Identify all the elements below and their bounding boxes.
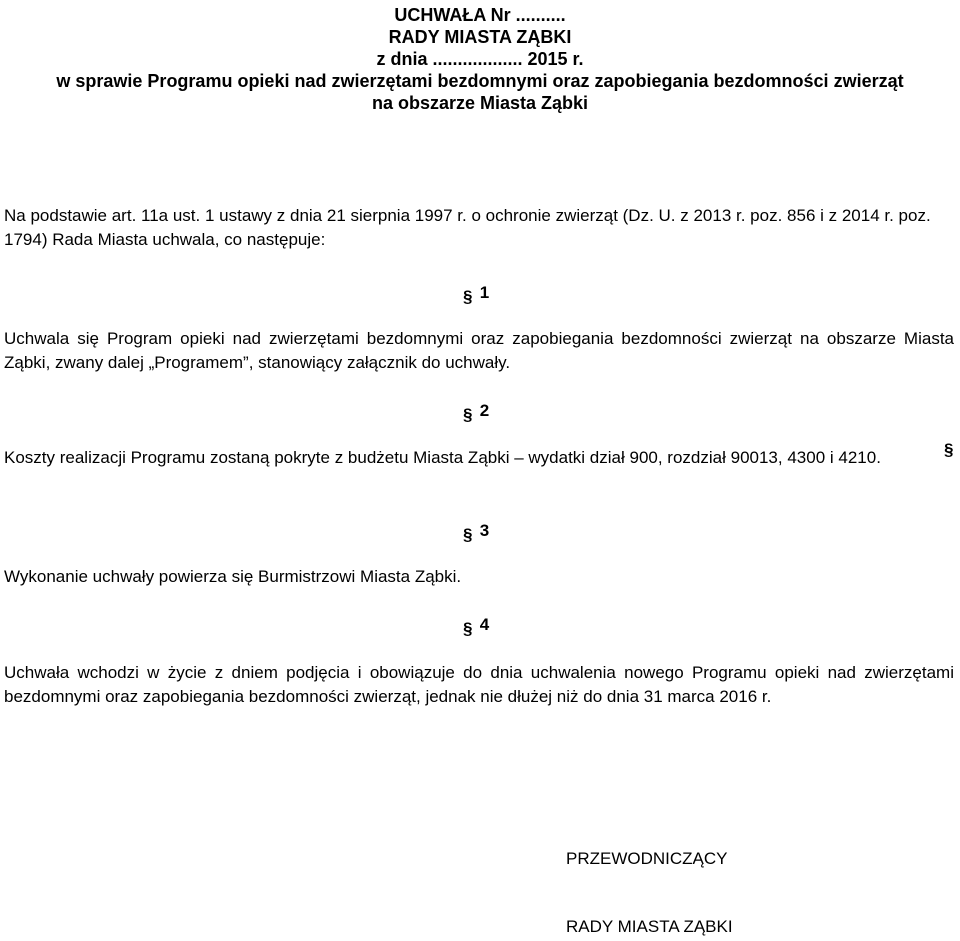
resolution-subject: w sprawie Programu opieki nad zwierzętami bezdomnymi oraz zapobiegania bezdomności zwierząt <box>56 71 904 91</box>
section-heading-2 <box>463 400 489 422</box>
section-heading-3 <box>463 520 489 542</box>
resolution-number: UCHWAŁA Nr .......... <box>394 5 566 25</box>
section-number: 1 <box>479 283 490 302</box>
section-sign-icon: § <box>463 287 473 306</box>
section-heading-4 <box>463 614 489 636</box>
section-text-2: Koszty realizacji Programu zostaną pokryte z budżetu Miasta Ząbki – wydatki dział 900, rozdział 90013, 4300 i 4210. <box>4 448 881 467</box>
section-number: 4 <box>479 615 490 634</box>
section-sign-icon: § <box>463 525 473 544</box>
margin-section-sign-icon: § <box>944 440 954 459</box>
section-text-3: Wykonanie uchwały powierza się Burmistrzowi Miasta Ząbki. <box>4 567 462 586</box>
section-heading-1 <box>463 282 489 304</box>
signature-title: PRZEWODNICZĄCY <box>566 849 728 868</box>
resolution-date: z dnia .................. 2015 r. <box>376 49 584 69</box>
preamble: Na podstawie art. 11a ust. 1 ustawy z dnia 21 sierpnia 1997 r. o ochronie zwierząt (Dz. U. z 2013 r. poz. 856 i z 2014 r. poz. 1794) Rada Miasta uchwala, co następuje: <box>4 206 931 249</box>
section-number: 2 <box>479 401 490 420</box>
section-sign-icon: § <box>463 619 473 638</box>
council-name: RADY MIASTA ZĄBKI <box>388 27 572 47</box>
section-text-1: Uchwala się Program opieki nad zwierzętami bezdomnymi oraz zapobiegania bezdomności zwierząt na obszarze Miasta Ząbki, zwany dalej „Programem”, stanowiący załącznik do uchwały. <box>4 329 954 372</box>
section-text-4: Uchwała wchodzi w życie z dniem podjęcia i obowiązuje do dnia uchwalenia nowego Programu opieki nad zwierzętami bezdomnymi oraz zapobiegania bezdomności zwierząt, jednak nie dłużej niż do dnia 31 marca 2016 r. <box>4 663 954 706</box>
section-sign-icon: § <box>463 405 473 424</box>
section-number: 3 <box>479 521 490 540</box>
signature-body: RADY MIASTA ZĄBKI <box>566 917 733 936</box>
resolution-subject-continued: na obszarze Miasta Ząbki <box>371 93 589 113</box>
